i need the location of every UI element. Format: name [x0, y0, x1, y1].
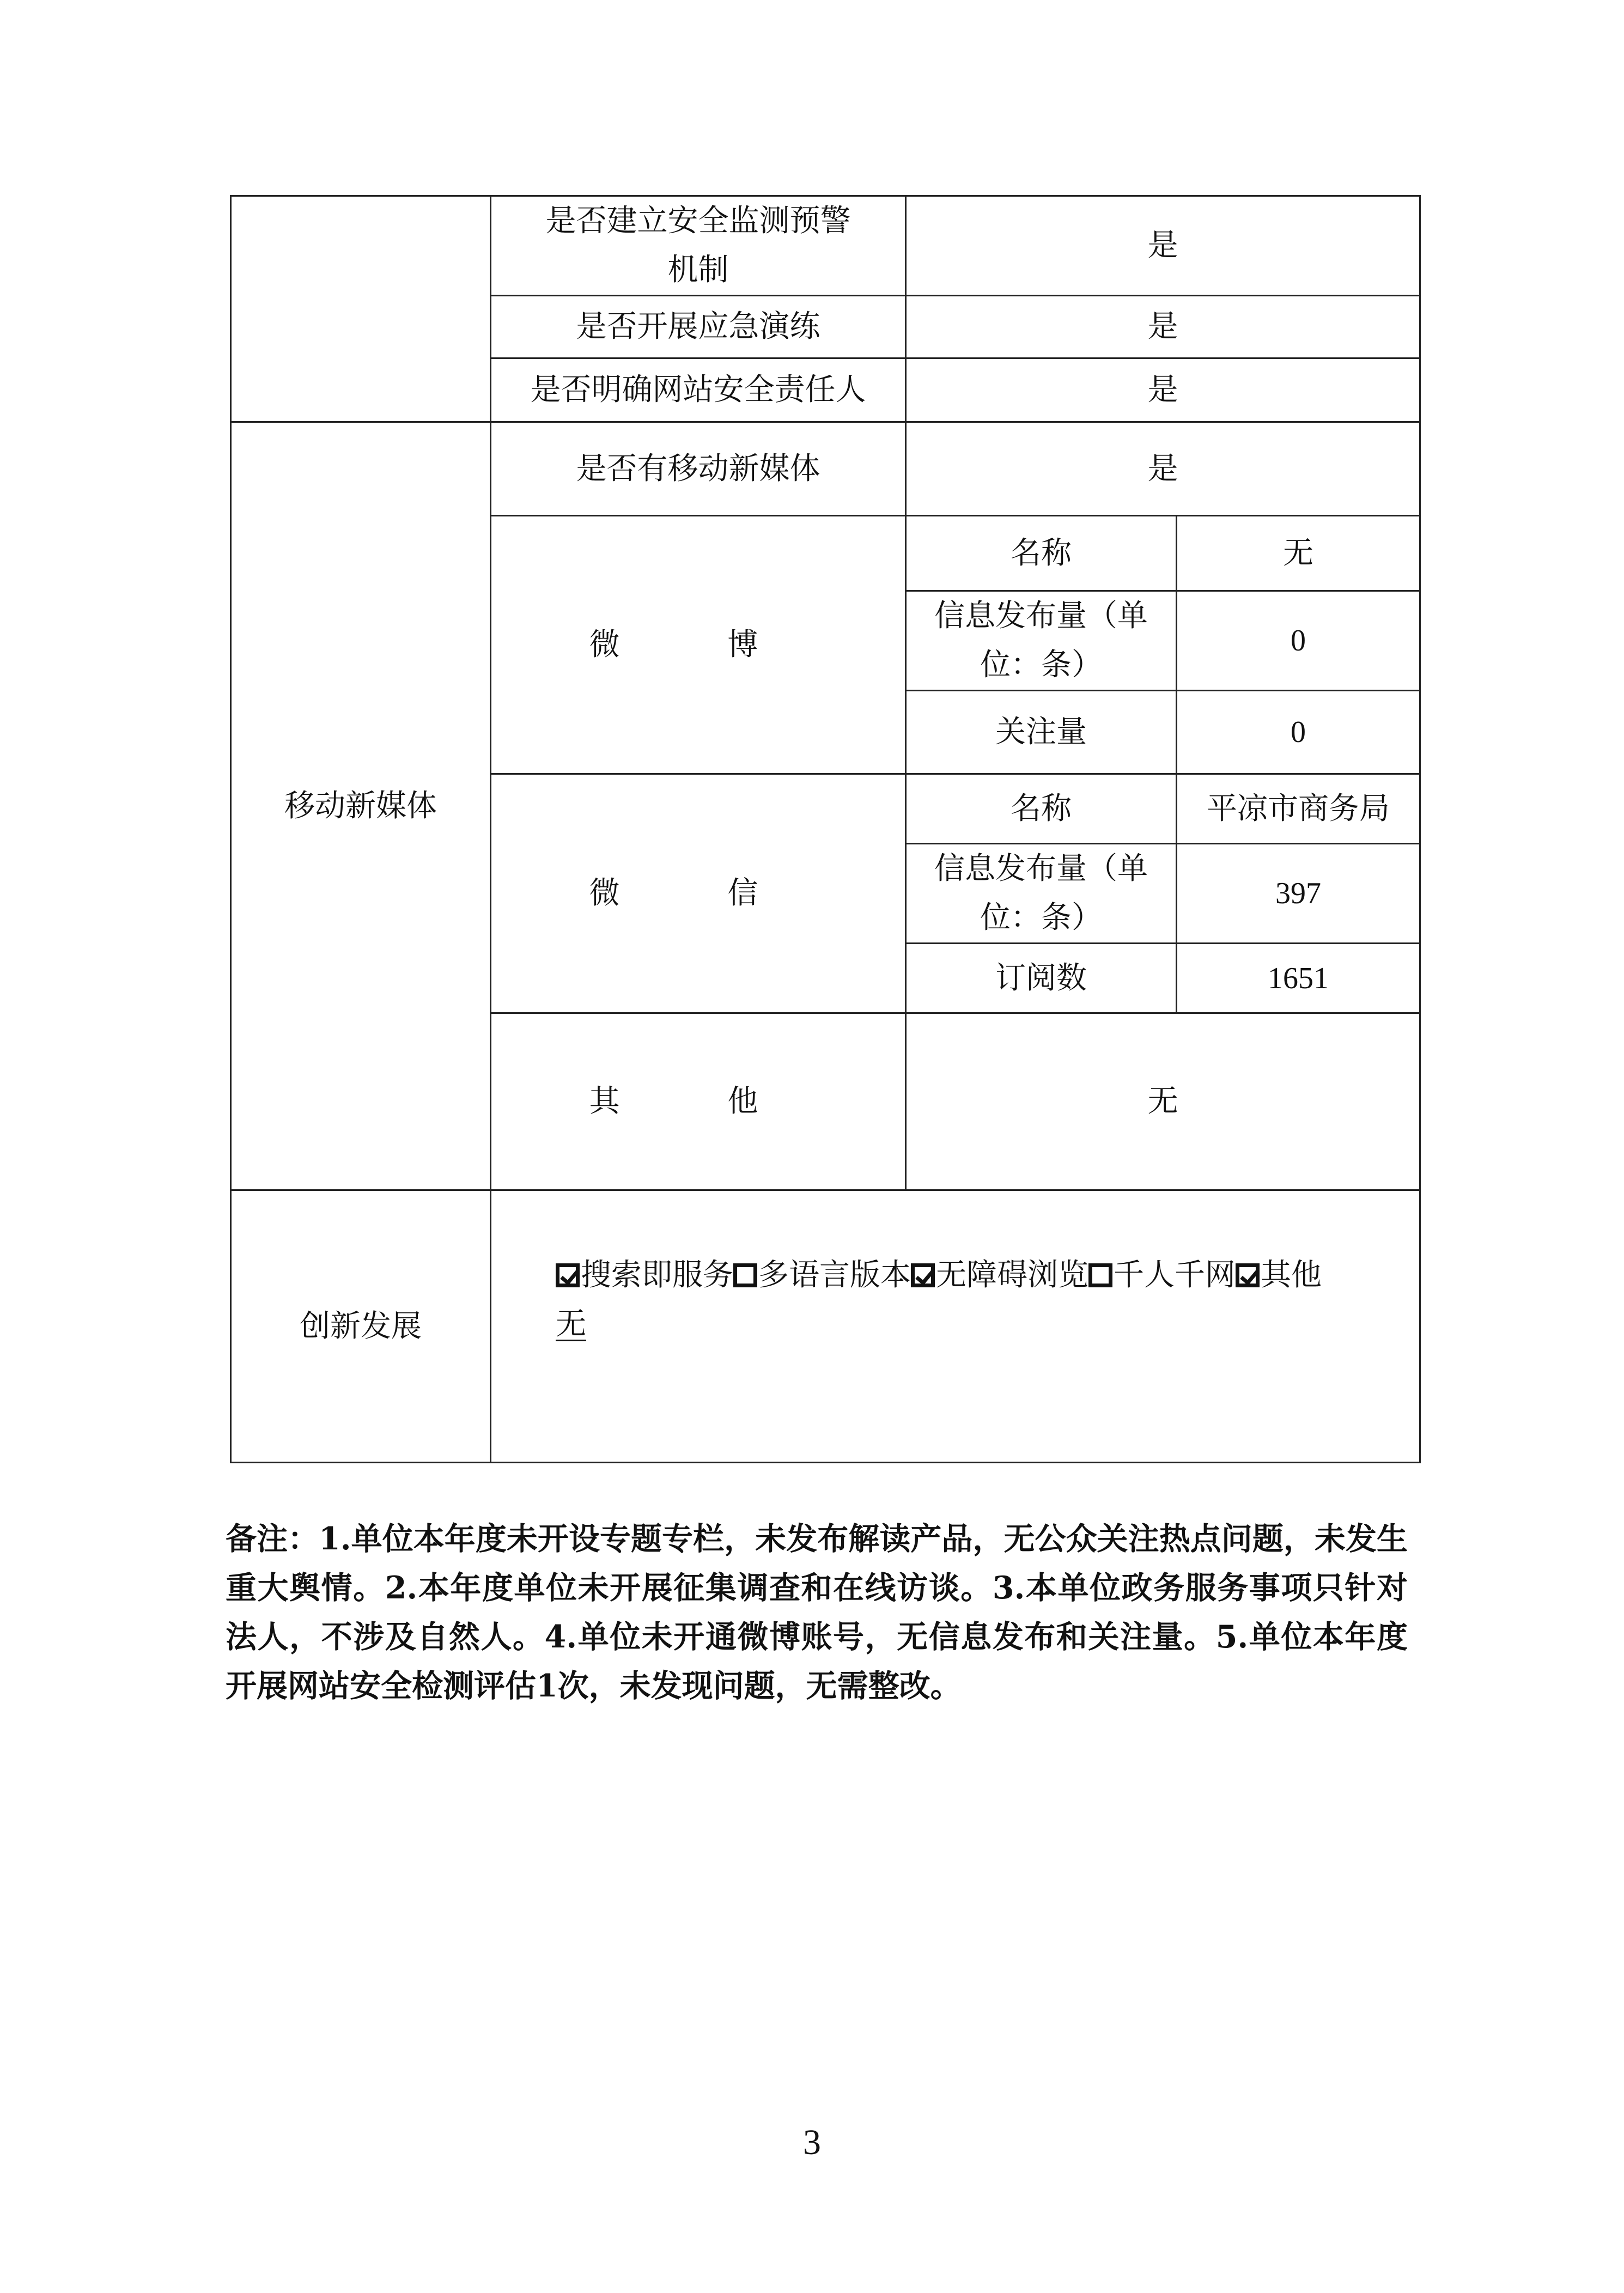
wechat-name-value: 平凉市商务局 — [1177, 774, 1420, 844]
remark-note: 备注：1.单位本年度未开设专题专栏，未发布解读产品，无公众关注热点问题，未发生重大舆情。2.本年度单位未开展征集调查和在线访谈。3.本单位政务服务事项只针对法人，不涉及自然人。4.单位未开通微博账号，无信息发布和关注量。5.单位本年度开展网站安全检测评估1次，未发现问题，无需整改。 — [226, 1520, 1408, 1704]
security-value: 是 — [906, 196, 1420, 296]
weibo-name-label: 名称 — [906, 516, 1177, 591]
other-media-label: 其 他 — [491, 1013, 906, 1190]
weibo-label: 微 博 — [491, 516, 906, 774]
option-accessibility[interactable]: 无障碍浏览 — [911, 1251, 1088, 1300]
security-category-cell — [231, 196, 491, 422]
weibo-follow-label: 关注量 — [906, 691, 1177, 774]
option-personalized[interactable]: 千人千网 — [1088, 1251, 1236, 1300]
wechat-subs-value: 1651 — [1177, 944, 1420, 1013]
table-row — [231, 422, 1420, 516]
table-row — [231, 1190, 1420, 1463]
has-mobile-media-label: 是否有移动新媒体 — [491, 422, 906, 516]
security-value: 是 — [906, 296, 1420, 358]
checkbox-unchecked-icon[interactable] — [733, 1263, 757, 1287]
security-label: 是否明确网站安全责任人 — [491, 358, 906, 422]
weibo-follow-value: 0 — [1177, 691, 1420, 774]
security-value: 是 — [906, 358, 1420, 422]
option-search-service[interactable]: 搜索即服务 — [556, 1251, 733, 1300]
wechat-subs-label: 订阅数 — [906, 944, 1177, 1013]
checkbox-checked-icon[interactable] — [1236, 1263, 1260, 1287]
security-label: 是否建立安全监测预警机制 — [491, 196, 906, 296]
checkbox-checked-icon[interactable] — [556, 1263, 580, 1287]
checkbox-checked-icon[interactable] — [911, 1263, 935, 1287]
has-mobile-media-value: 是 — [906, 422, 1420, 516]
innovation-other-value: 无 — [556, 1306, 586, 1342]
page-number: 3 — [803, 2122, 821, 2162]
wechat-posts-label: 信息发布量（单位：条） — [906, 844, 1177, 944]
weibo-posts-label: 信息发布量（单位：条） — [906, 591, 1177, 691]
other-media-value: 无 — [906, 1013, 1420, 1190]
innovation-options-cell — [491, 1190, 1420, 1463]
option-multilingual[interactable]: 多语言版本 — [733, 1251, 911, 1300]
option-other[interactable]: 其他 — [1236, 1251, 1322, 1300]
wechat-label: 微 信 — [491, 774, 906, 1013]
report-table — [230, 195, 1421, 1463]
wechat-name-label: 名称 — [906, 774, 1177, 844]
wechat-posts-value: 397 — [1177, 844, 1420, 944]
weibo-name-value: 无 — [1177, 516, 1420, 591]
innovation-category: 创新发展 — [231, 1190, 491, 1463]
security-label: 是否开展应急演练 — [491, 296, 906, 358]
weibo-posts-value: 0 — [1177, 591, 1420, 691]
checkbox-unchecked-icon[interactable] — [1088, 1263, 1112, 1287]
table-row — [231, 196, 1420, 296]
mobile-media-category: 移动新媒体 — [231, 422, 491, 1190]
